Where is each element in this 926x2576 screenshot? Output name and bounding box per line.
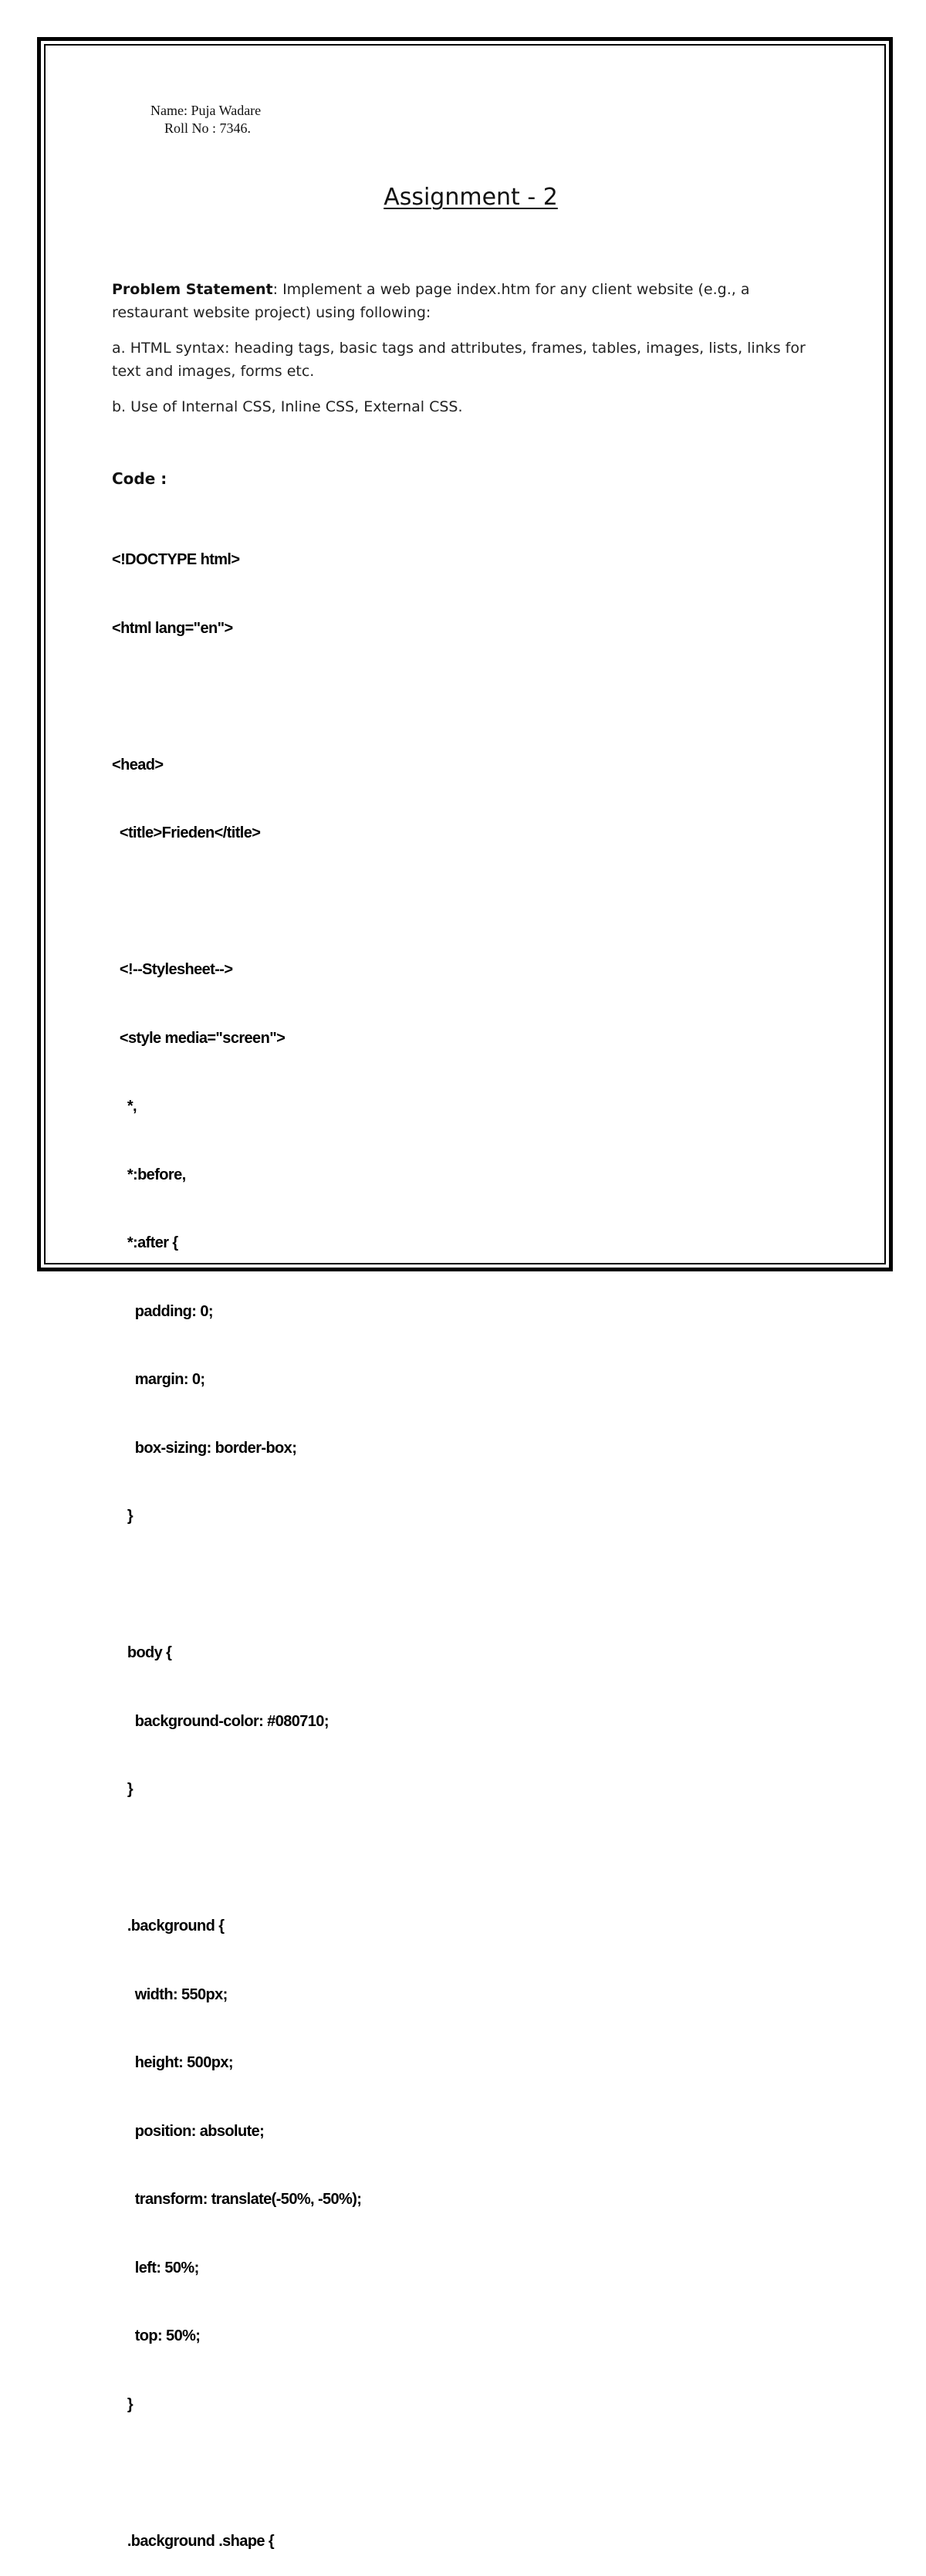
code-line: <head> — [112, 756, 164, 773]
student-name: Name: Puja Wadare — [150, 103, 262, 118]
code-line — [112, 1574, 806, 1597]
code-line — [112, 2462, 806, 2485]
code-line: transform: translate(-50%, -50%); — [112, 2191, 362, 2208]
code-line: } — [112, 1781, 133, 1798]
problem-statement-paragraph — [112, 278, 830, 324]
code-line: <style media="screen"> — [112, 1029, 286, 1047]
code-line: *:before, — [112, 1166, 186, 1183]
code-line: } — [112, 1508, 133, 1525]
code-line: .background .shape { — [112, 2532, 275, 2550]
code-line: background-color: #080710; — [112, 1712, 329, 1730]
code-line: .background { — [112, 1918, 225, 1935]
code-line — [112, 891, 806, 914]
code-line: width: 550px; — [112, 1985, 228, 2003]
assignment-title-text: Assignment - 2 — [384, 184, 558, 211]
roll-number: Roll No : 7346. — [164, 120, 252, 136]
code-line: *:after { — [112, 1234, 178, 1251]
student-info — [150, 102, 261, 137]
code-line: padding: 0; — [112, 1302, 213, 1320]
assignment-title — [0, 184, 926, 211]
code-line: *, — [112, 1098, 137, 1115]
code-listing — [112, 503, 806, 2576]
code-line: top: 50%; — [112, 2327, 201, 2344]
problem-statement — [112, 278, 830, 431]
problem-point-a: a. HTML syntax: heading tags, basic tags and attributes, frames, tables, images, lists, links for text and images, forms etc. — [112, 340, 806, 380]
code-line: margin: 0; — [112, 1371, 205, 1388]
code-line: <!DOCTYPE html> — [112, 551, 240, 568]
code-line: <title>Frieden</title> — [112, 824, 261, 841]
problem-point-b: b. Use of Internal CSS, Inline CSS, External CSS. — [112, 398, 463, 415]
problem-statement-label: Problem Statement — [112, 281, 273, 298]
code-line — [112, 1847, 806, 1870]
code-label: Code : — [112, 469, 167, 488]
code-line: <!--Stylesheet--> — [112, 961, 233, 978]
code-line: left: 50%; — [112, 2259, 199, 2276]
problem-statement-text: : Implement a web page index.htm for any client website (e.g., a restaurant website project) using following: — [112, 281, 750, 321]
code-line: position: absolute; — [112, 2122, 265, 2140]
code-line: body { — [112, 1644, 172, 1661]
code-line — [112, 685, 806, 709]
code-line: height: 500px; — [112, 2054, 233, 2071]
code-line: <html lang="en"> — [112, 619, 233, 637]
code-line: box-sizing: border-box; — [112, 1439, 297, 1457]
code-line: } — [112, 2395, 133, 2413]
